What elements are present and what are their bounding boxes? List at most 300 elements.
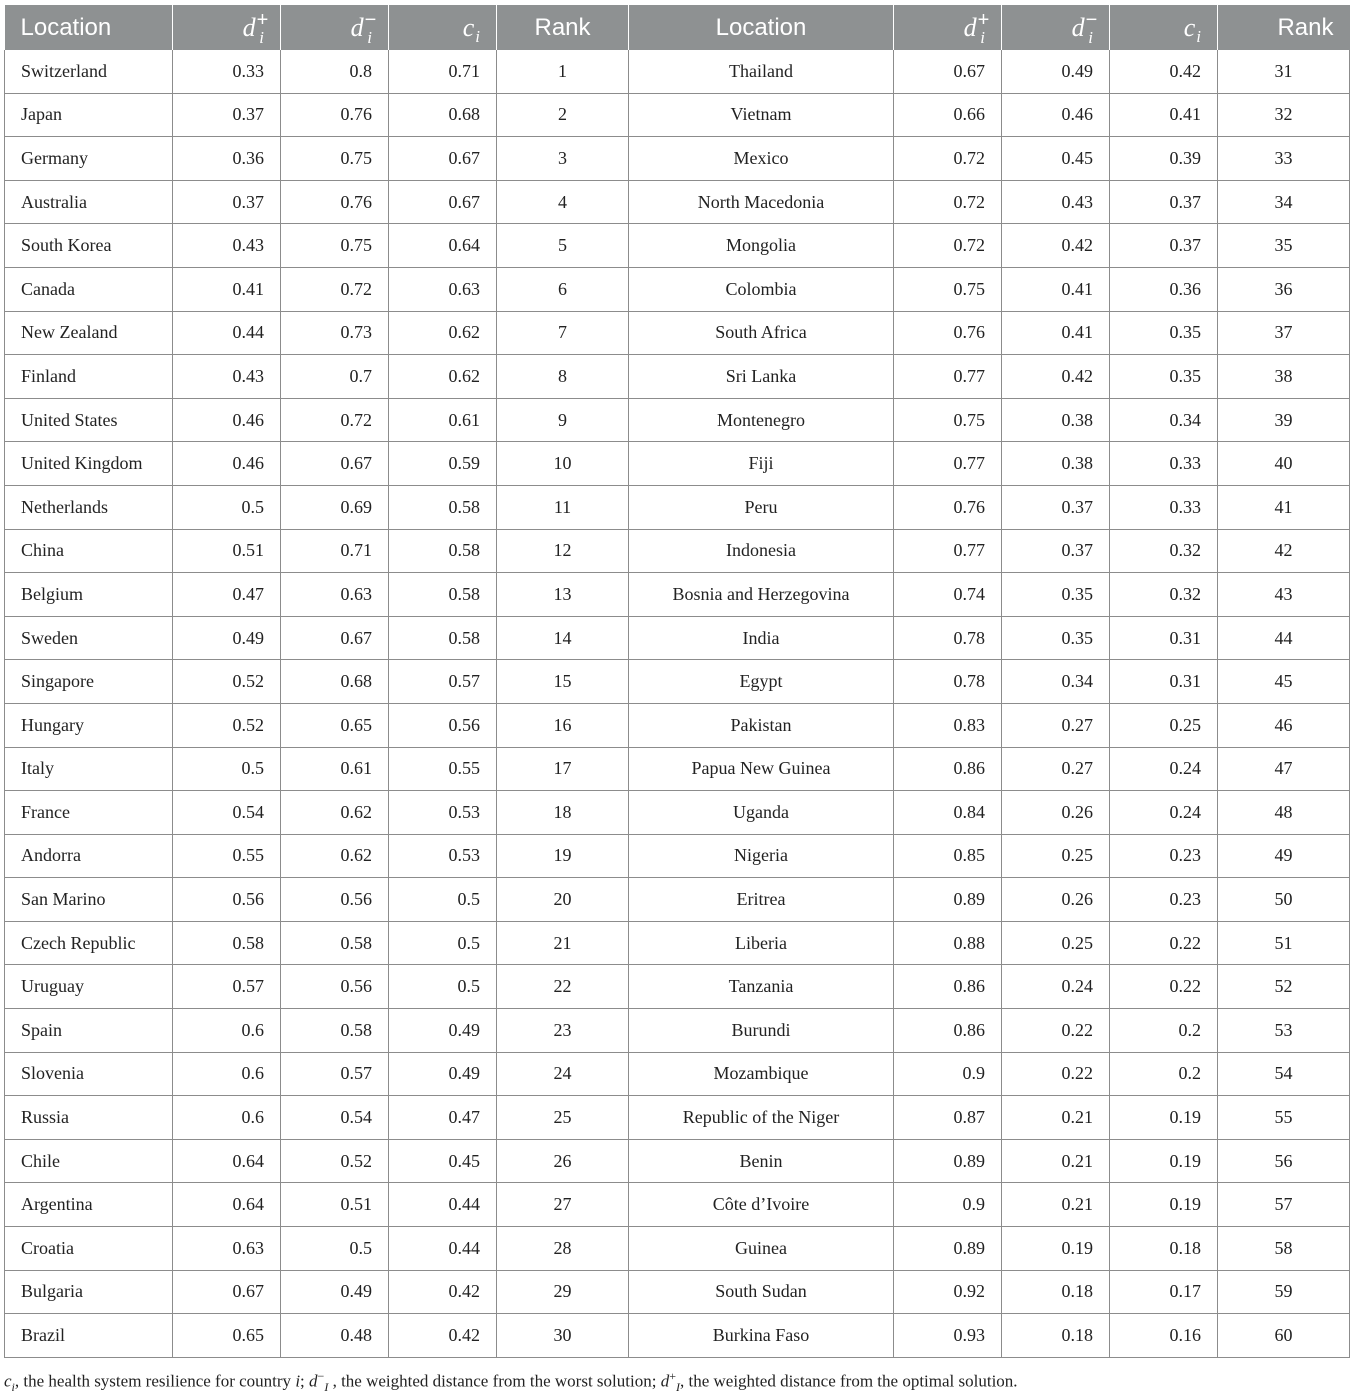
- left-location-cell: Sweden: [5, 616, 173, 660]
- left-d-minus-cell: 0.67: [281, 442, 389, 486]
- left-location-cell: Croatia: [5, 1227, 173, 1271]
- left-location-cell: Russia: [5, 1096, 173, 1140]
- right-d-minus-cell: 0.27: [1002, 703, 1110, 747]
- right-c-cell: 0.22: [1110, 965, 1218, 1009]
- left-d-plus-cell: 0.49: [173, 616, 281, 660]
- right-d-plus-cell: 0.75: [894, 267, 1002, 311]
- right-d-plus-cell: 0.89: [894, 1139, 1002, 1183]
- header-c: $c_i$: [389, 5, 497, 50]
- table-row: [5, 791, 1350, 835]
- right-location-cell: India: [629, 616, 894, 660]
- left-d-plus-cell: 0.58: [173, 921, 281, 965]
- table-header: [5, 5, 1350, 50]
- right-location-cell: Burkina Faso: [629, 1314, 894, 1358]
- left-c-cell: 0.44: [389, 1227, 497, 1271]
- left-c-cell: 0.53: [389, 834, 497, 878]
- right-location-cell: Bosnia and Herzegovina: [629, 573, 894, 617]
- right-d-plus-cell: 0.78: [894, 660, 1002, 704]
- left-c-cell: 0.44: [389, 1183, 497, 1227]
- right-d-plus-cell: 0.72: [894, 137, 1002, 181]
- left-d-plus-cell: 0.6: [173, 1009, 281, 1053]
- header-rank: Rank: [497, 5, 629, 50]
- table-row: [5, 442, 1350, 486]
- right-c-cell: 0.18: [1110, 1227, 1218, 1271]
- table-row: [5, 1009, 1350, 1053]
- left-rank-cell: 23: [497, 1009, 629, 1053]
- left-location-cell: United States: [5, 398, 173, 442]
- left-d-minus-cell: 0.75: [281, 137, 389, 181]
- right-d-minus-cell: 0.26: [1002, 878, 1110, 922]
- left-rank-cell: 25: [497, 1096, 629, 1140]
- header-row: [5, 5, 1350, 50]
- left-d-plus-cell: 0.6: [173, 1052, 281, 1096]
- right-c-cell: 0.23: [1110, 878, 1218, 922]
- right-d-minus-cell: 0.19: [1002, 1227, 1110, 1271]
- left-d-minus-cell: 0.72: [281, 398, 389, 442]
- left-d-minus-cell: 0.62: [281, 834, 389, 878]
- header-d-plus: $d^+_i$: [173, 5, 281, 50]
- right-d-minus-cell: 0.37: [1002, 529, 1110, 573]
- right-location-cell: Republic of the Niger: [629, 1096, 894, 1140]
- right-d-minus-cell: 0.49: [1002, 50, 1110, 93]
- left-c-cell: 0.42: [389, 1314, 497, 1358]
- right-d-minus-cell: 0.26: [1002, 791, 1110, 835]
- table-row: [5, 1096, 1350, 1140]
- table-body: [5, 50, 1350, 1357]
- right-rank-cell: 52: [1218, 965, 1350, 1009]
- right-location-cell: Peru: [629, 485, 894, 529]
- left-location-cell: Finland: [5, 355, 173, 399]
- left-location-cell: South Korea: [5, 224, 173, 268]
- left-d-minus-cell: 0.8: [281, 50, 389, 93]
- left-d-plus-cell: 0.67: [173, 1270, 281, 1314]
- right-location-cell: Sri Lanka: [629, 355, 894, 399]
- left-location-cell: Slovenia: [5, 1052, 173, 1096]
- right-d-plus-cell: 0.89: [894, 1227, 1002, 1271]
- table-row: [5, 573, 1350, 617]
- left-d-plus-cell: 0.65: [173, 1314, 281, 1358]
- left-rank-cell: 9: [497, 398, 629, 442]
- right-rank-cell: 39: [1218, 398, 1350, 442]
- left-c-cell: 0.62: [389, 355, 497, 399]
- table-row: [5, 267, 1350, 311]
- left-d-minus-cell: 0.69: [281, 485, 389, 529]
- left-rank-cell: 8: [497, 355, 629, 399]
- left-location-cell: Bulgaria: [5, 1270, 173, 1314]
- table-row: [5, 180, 1350, 224]
- left-c-cell: 0.56: [389, 703, 497, 747]
- right-location-cell: Colombia: [629, 267, 894, 311]
- table-row: [5, 137, 1350, 181]
- left-c-cell: 0.5: [389, 878, 497, 922]
- right-rank-cell: 33: [1218, 137, 1350, 181]
- left-d-minus-cell: 0.61: [281, 747, 389, 791]
- left-c-cell: 0.5: [389, 921, 497, 965]
- left-rank-cell: 27: [497, 1183, 629, 1227]
- left-d-plus-cell: 0.37: [173, 93, 281, 137]
- left-d-minus-cell: 0.51: [281, 1183, 389, 1227]
- right-rank-cell: 59: [1218, 1270, 1350, 1314]
- right-c-cell: 0.33: [1110, 485, 1218, 529]
- left-location-cell: Brazil: [5, 1314, 173, 1358]
- right-c-cell: 0.19: [1110, 1139, 1218, 1183]
- right-location-cell: Vietnam: [629, 93, 894, 137]
- left-d-minus-cell: 0.57: [281, 1052, 389, 1096]
- right-rank-cell: 44: [1218, 616, 1350, 660]
- right-d-plus-cell: 0.77: [894, 529, 1002, 573]
- left-d-plus-cell: 0.63: [173, 1227, 281, 1271]
- right-d-minus-cell: 0.38: [1002, 442, 1110, 486]
- left-d-minus-cell: 0.68: [281, 660, 389, 704]
- right-d-plus-cell: 0.67: [894, 50, 1002, 93]
- left-location-cell: New Zealand: [5, 311, 173, 355]
- left-c-cell: 0.53: [389, 791, 497, 835]
- table-row: [5, 529, 1350, 573]
- left-rank-cell: 18: [497, 791, 629, 835]
- right-c-cell: 0.35: [1110, 355, 1218, 399]
- right-location-cell: Nigeria: [629, 834, 894, 878]
- right-d-plus-cell: 0.86: [894, 1009, 1002, 1053]
- left-d-plus-cell: 0.5: [173, 485, 281, 529]
- right-location-cell: Mexico: [629, 137, 894, 181]
- left-location-cell: China: [5, 529, 173, 573]
- left-rank-cell: 21: [497, 921, 629, 965]
- right-location-cell: Montenegro: [629, 398, 894, 442]
- left-d-minus-cell: 0.48: [281, 1314, 389, 1358]
- right-location-cell: Uganda: [629, 791, 894, 835]
- right-d-plus-cell: 0.88: [894, 921, 1002, 965]
- right-d-minus-cell: 0.41: [1002, 267, 1110, 311]
- left-c-cell: 0.57: [389, 660, 497, 704]
- right-rank-cell: 57: [1218, 1183, 1350, 1227]
- right-location-cell: Papua New Guinea: [629, 747, 894, 791]
- left-rank-cell: 5: [497, 224, 629, 268]
- left-rank-cell: 1: [497, 50, 629, 93]
- right-rank-cell: 60: [1218, 1314, 1350, 1358]
- right-rank-cell: 58: [1218, 1227, 1350, 1271]
- table-row: [5, 965, 1350, 1009]
- left-rank-cell: 12: [497, 529, 629, 573]
- left-d-minus-cell: 0.62: [281, 791, 389, 835]
- left-c-cell: 0.58: [389, 529, 497, 573]
- table-row: [5, 616, 1350, 660]
- left-rank-cell: 14: [497, 616, 629, 660]
- left-rank-cell: 2: [497, 93, 629, 137]
- right-d-minus-cell: 0.18: [1002, 1270, 1110, 1314]
- left-location-cell: France: [5, 791, 173, 835]
- left-location-cell: Czech Republic: [5, 921, 173, 965]
- right-rank-cell: 48: [1218, 791, 1350, 835]
- left-c-cell: 0.61: [389, 398, 497, 442]
- table-row: [5, 703, 1350, 747]
- right-d-minus-cell: 0.35: [1002, 573, 1110, 617]
- left-d-minus-cell: 0.65: [281, 703, 389, 747]
- right-rank-cell: 50: [1218, 878, 1350, 922]
- right-d-minus-cell: 0.38: [1002, 398, 1110, 442]
- left-location-cell: Netherlands: [5, 485, 173, 529]
- left-c-cell: 0.71: [389, 50, 497, 93]
- right-location-cell: Côte d’Ivoire: [629, 1183, 894, 1227]
- right-d-plus-cell: 0.86: [894, 747, 1002, 791]
- left-d-plus-cell: 0.47: [173, 573, 281, 617]
- table-row: [5, 50, 1350, 93]
- right-d-plus-cell: 0.78: [894, 616, 1002, 660]
- left-d-plus-cell: 0.64: [173, 1139, 281, 1183]
- right-rank-cell: 53: [1218, 1009, 1350, 1053]
- right-c-cell: 0.37: [1110, 180, 1218, 224]
- right-d-plus-cell: 0.84: [894, 791, 1002, 835]
- right-d-plus-cell: 0.89: [894, 878, 1002, 922]
- table-row: [5, 1270, 1350, 1314]
- right-d-minus-cell: 0.43: [1002, 180, 1110, 224]
- table-row: [5, 834, 1350, 878]
- left-d-plus-cell: 0.5: [173, 747, 281, 791]
- right-d-minus-cell: 0.37: [1002, 485, 1110, 529]
- right-c-cell: 0.31: [1110, 616, 1218, 660]
- right-rank-cell: 31: [1218, 50, 1350, 93]
- right-d-plus-cell: 0.66: [894, 93, 1002, 137]
- left-d-plus-cell: 0.43: [173, 355, 281, 399]
- left-c-cell: 0.64: [389, 224, 497, 268]
- left-c-cell: 0.59: [389, 442, 497, 486]
- right-location-cell: North Macedonia: [629, 180, 894, 224]
- right-c-cell: 0.42: [1110, 50, 1218, 93]
- left-rank-cell: 7: [497, 311, 629, 355]
- right-location-cell: Indonesia: [629, 529, 894, 573]
- header-d-minus-2: $d^-_i$: [1002, 5, 1110, 50]
- table-footnote: $c_i$, the health system resilience for country i; $d^-_I$ , the weighted distance from the worst solution; $d^+_I$, the weighted distance from the optimal solution.: [4, 1369, 1018, 1395]
- right-d-plus-cell: 0.75: [894, 398, 1002, 442]
- right-d-minus-cell: 0.18: [1002, 1314, 1110, 1358]
- right-location-cell: Burundi: [629, 1009, 894, 1053]
- right-c-cell: 0.41: [1110, 93, 1218, 137]
- right-rank-cell: 45: [1218, 660, 1350, 704]
- right-location-cell: Mongolia: [629, 224, 894, 268]
- right-d-minus-cell: 0.25: [1002, 834, 1110, 878]
- left-d-minus-cell: 0.56: [281, 965, 389, 1009]
- right-d-plus-cell: 0.77: [894, 442, 1002, 486]
- left-c-cell: 0.63: [389, 267, 497, 311]
- right-d-minus-cell: 0.45: [1002, 137, 1110, 181]
- right-d-plus-cell: 0.76: [894, 485, 1002, 529]
- right-d-plus-cell: 0.76: [894, 311, 1002, 355]
- left-location-cell: Italy: [5, 747, 173, 791]
- left-c-cell: 0.5: [389, 965, 497, 1009]
- right-d-minus-cell: 0.21: [1002, 1096, 1110, 1140]
- left-d-plus-cell: 0.52: [173, 703, 281, 747]
- left-d-minus-cell: 0.54: [281, 1096, 389, 1140]
- table-row: [5, 311, 1350, 355]
- header-location: Location: [5, 5, 173, 50]
- right-rank-cell: 43: [1218, 573, 1350, 617]
- left-d-plus-cell: 0.33: [173, 50, 281, 93]
- left-d-minus-cell: 0.7: [281, 355, 389, 399]
- right-rank-cell: 40: [1218, 442, 1350, 486]
- left-d-plus-cell: 0.52: [173, 660, 281, 704]
- left-c-cell: 0.42: [389, 1270, 497, 1314]
- table-row: [5, 1139, 1350, 1183]
- left-rank-cell: 29: [497, 1270, 629, 1314]
- left-d-minus-cell: 0.63: [281, 573, 389, 617]
- left-rank-cell: 26: [497, 1139, 629, 1183]
- right-location-cell: Egypt: [629, 660, 894, 704]
- right-c-cell: 0.33: [1110, 442, 1218, 486]
- right-d-minus-cell: 0.42: [1002, 224, 1110, 268]
- left-location-cell: San Marino: [5, 878, 173, 922]
- left-c-cell: 0.68: [389, 93, 497, 137]
- left-c-cell: 0.62: [389, 311, 497, 355]
- right-rank-cell: 34: [1218, 180, 1350, 224]
- right-c-cell: 0.34: [1110, 398, 1218, 442]
- right-c-cell: 0.32: [1110, 529, 1218, 573]
- table-row: [5, 878, 1350, 922]
- left-location-cell: Uruguay: [5, 965, 173, 1009]
- left-d-minus-cell: 0.67: [281, 616, 389, 660]
- right-location-cell: Pakistan: [629, 703, 894, 747]
- left-d-minus-cell: 0.72: [281, 267, 389, 311]
- right-d-plus-cell: 0.92: [894, 1270, 1002, 1314]
- right-location-cell: Benin: [629, 1139, 894, 1183]
- left-d-plus-cell: 0.57: [173, 965, 281, 1009]
- table-row: [5, 747, 1350, 791]
- left-d-plus-cell: 0.46: [173, 442, 281, 486]
- left-location-cell: Spain: [5, 1009, 173, 1053]
- table-row: [5, 921, 1350, 965]
- table-row: [5, 1052, 1350, 1096]
- right-rank-cell: 42: [1218, 529, 1350, 573]
- table-row: [5, 93, 1350, 137]
- left-d-plus-cell: 0.54: [173, 791, 281, 835]
- right-rank-cell: 51: [1218, 921, 1350, 965]
- left-d-plus-cell: 0.55: [173, 834, 281, 878]
- right-c-cell: 0.35: [1110, 311, 1218, 355]
- left-rank-cell: 17: [497, 747, 629, 791]
- left-location-cell: Australia: [5, 180, 173, 224]
- left-c-cell: 0.45: [389, 1139, 497, 1183]
- left-d-plus-cell: 0.43: [173, 224, 281, 268]
- right-d-plus-cell: 0.77: [894, 355, 1002, 399]
- left-location-cell: Belgium: [5, 573, 173, 617]
- right-location-cell: Thailand: [629, 50, 894, 93]
- left-d-minus-cell: 0.71: [281, 529, 389, 573]
- right-d-minus-cell: 0.35: [1002, 616, 1110, 660]
- right-c-cell: 0.17: [1110, 1270, 1218, 1314]
- right-d-minus-cell: 0.22: [1002, 1052, 1110, 1096]
- left-c-cell: 0.58: [389, 616, 497, 660]
- left-location-cell: Canada: [5, 267, 173, 311]
- left-d-minus-cell: 0.76: [281, 180, 389, 224]
- table-row: [5, 398, 1350, 442]
- resilience-table: [4, 5, 1350, 1358]
- right-location-cell: Tanzania: [629, 965, 894, 1009]
- right-d-plus-cell: 0.74: [894, 573, 1002, 617]
- right-rank-cell: 37: [1218, 311, 1350, 355]
- right-d-plus-cell: 0.72: [894, 180, 1002, 224]
- left-rank-cell: 16: [497, 703, 629, 747]
- left-d-minus-cell: 0.76: [281, 93, 389, 137]
- header-d-minus: $d^-_i$: [281, 5, 389, 50]
- right-rank-cell: 35: [1218, 224, 1350, 268]
- left-d-minus-cell: 0.5: [281, 1227, 389, 1271]
- left-rank-cell: 13: [497, 573, 629, 617]
- left-d-minus-cell: 0.56: [281, 878, 389, 922]
- right-rank-cell: 36: [1218, 267, 1350, 311]
- left-rank-cell: 19: [497, 834, 629, 878]
- right-d-minus-cell: 0.21: [1002, 1183, 1110, 1227]
- left-location-cell: Argentina: [5, 1183, 173, 1227]
- right-d-minus-cell: 0.27: [1002, 747, 1110, 791]
- right-rank-cell: 54: [1218, 1052, 1350, 1096]
- right-location-cell: Guinea: [629, 1227, 894, 1271]
- right-d-minus-cell: 0.42: [1002, 355, 1110, 399]
- left-c-cell: 0.58: [389, 485, 497, 529]
- right-c-cell: 0.24: [1110, 791, 1218, 835]
- right-rank-cell: 55: [1218, 1096, 1350, 1140]
- left-d-plus-cell: 0.6: [173, 1096, 281, 1140]
- left-rank-cell: 15: [497, 660, 629, 704]
- left-d-plus-cell: 0.41: [173, 267, 281, 311]
- right-location-cell: Mozambique: [629, 1052, 894, 1096]
- right-c-cell: 0.16: [1110, 1314, 1218, 1358]
- right-d-plus-cell: 0.87: [894, 1096, 1002, 1140]
- header-c-2: $c_i$: [1110, 5, 1218, 50]
- left-c-cell: 0.49: [389, 1052, 497, 1096]
- left-location-cell: Singapore: [5, 660, 173, 704]
- left-c-cell: 0.58: [389, 573, 497, 617]
- left-c-cell: 0.67: [389, 137, 497, 181]
- left-location-cell: Germany: [5, 137, 173, 181]
- left-c-cell: 0.49: [389, 1009, 497, 1053]
- left-d-plus-cell: 0.56: [173, 878, 281, 922]
- header-d-plus-2: $d^+_i$: [894, 5, 1002, 50]
- left-location-cell: Andorra: [5, 834, 173, 878]
- right-c-cell: 0.22: [1110, 921, 1218, 965]
- left-d-minus-cell: 0.52: [281, 1139, 389, 1183]
- right-rank-cell: 41: [1218, 485, 1350, 529]
- right-location-cell: South Sudan: [629, 1270, 894, 1314]
- left-d-minus-cell: 0.75: [281, 224, 389, 268]
- left-location-cell: Chile: [5, 1139, 173, 1183]
- left-d-plus-cell: 0.64: [173, 1183, 281, 1227]
- table-row: [5, 355, 1350, 399]
- right-c-cell: 0.32: [1110, 573, 1218, 617]
- right-d-minus-cell: 0.24: [1002, 965, 1110, 1009]
- right-location-cell: Fiji: [629, 442, 894, 486]
- right-d-minus-cell: 0.46: [1002, 93, 1110, 137]
- left-rank-cell: 11: [497, 485, 629, 529]
- left-d-plus-cell: 0.37: [173, 180, 281, 224]
- right-d-minus-cell: 0.21: [1002, 1139, 1110, 1183]
- right-rank-cell: 56: [1218, 1139, 1350, 1183]
- right-c-cell: 0.19: [1110, 1096, 1218, 1140]
- left-d-plus-cell: 0.36: [173, 137, 281, 181]
- left-rank-cell: 4: [497, 180, 629, 224]
- left-location-cell: United Kingdom: [5, 442, 173, 486]
- left-c-cell: 0.67: [389, 180, 497, 224]
- right-d-minus-cell: 0.22: [1002, 1009, 1110, 1053]
- right-d-plus-cell: 0.72: [894, 224, 1002, 268]
- left-d-plus-cell: 0.51: [173, 529, 281, 573]
- right-d-plus-cell: 0.93: [894, 1314, 1002, 1358]
- left-rank-cell: 3: [497, 137, 629, 181]
- right-location-cell: Liberia: [629, 921, 894, 965]
- table-row: [5, 1183, 1350, 1227]
- right-c-cell: 0.31: [1110, 660, 1218, 704]
- left-location-cell: Hungary: [5, 703, 173, 747]
- right-d-plus-cell: 0.9: [894, 1052, 1002, 1096]
- left-rank-cell: 24: [497, 1052, 629, 1096]
- left-rank-cell: 30: [497, 1314, 629, 1358]
